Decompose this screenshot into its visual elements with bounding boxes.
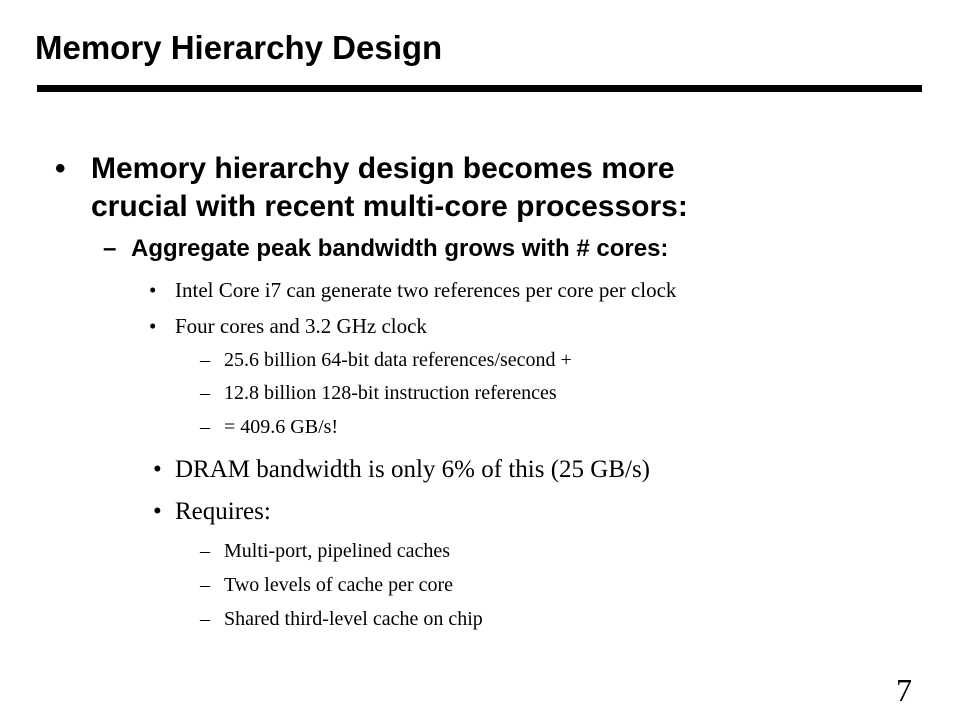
requires-bullet-marker: • — [153, 498, 162, 525]
requirement-marker: – — [200, 608, 210, 630]
calc-marker: – — [200, 382, 210, 404]
requirement-marker: – — [200, 540, 210, 562]
point-intel-core-i7: Intel Core i7 can generate two references per core per clock — [175, 278, 677, 302]
requirement-shared-l3: Shared third-level cache on chip — [224, 608, 483, 630]
main-bullet-line-1: Memory hierarchy design becomes more — [91, 152, 675, 185]
sub-heading: Aggregate peak bandwidth grows with # cores: — [131, 235, 669, 262]
main-bullet-marker: • — [55, 152, 66, 185]
dram-bullet-marker: • — [153, 456, 162, 483]
point-requires: Requires: — [175, 498, 271, 525]
sub-heading-marker: – — [103, 235, 117, 262]
point-four-cores: Four cores and 3.2 GHz clock — [175, 314, 427, 338]
main-bullet-line-2: crucial with recent multi-core processors: — [91, 190, 688, 223]
calc-instruction-references: 12.8 billion 128-bit instruction references — [224, 382, 557, 404]
point-marker: • — [149, 278, 157, 302]
requirement-marker: – — [200, 574, 210, 596]
requirement-two-levels: Two levels of cache per core — [224, 574, 454, 596]
calc-marker: – — [200, 349, 210, 371]
requirement-multi-port: Multi-port, pipelined caches — [224, 540, 451, 562]
calc-data-references: 25.6 billion 64-bit data references/second + — [224, 349, 572, 371]
point-dram-bandwidth: DRAM bandwidth is only 6% of this (25 GB/s) — [175, 456, 650, 483]
slide-title: Memory Hierarchy Design — [35, 29, 443, 66]
title-underline — [37, 85, 922, 92]
page-number: 7 — [896, 672, 912, 708]
calc-total: = 409.6 GB/s! — [224, 416, 339, 438]
calc-marker: – — [200, 416, 210, 438]
point-marker: • — [149, 314, 157, 338]
